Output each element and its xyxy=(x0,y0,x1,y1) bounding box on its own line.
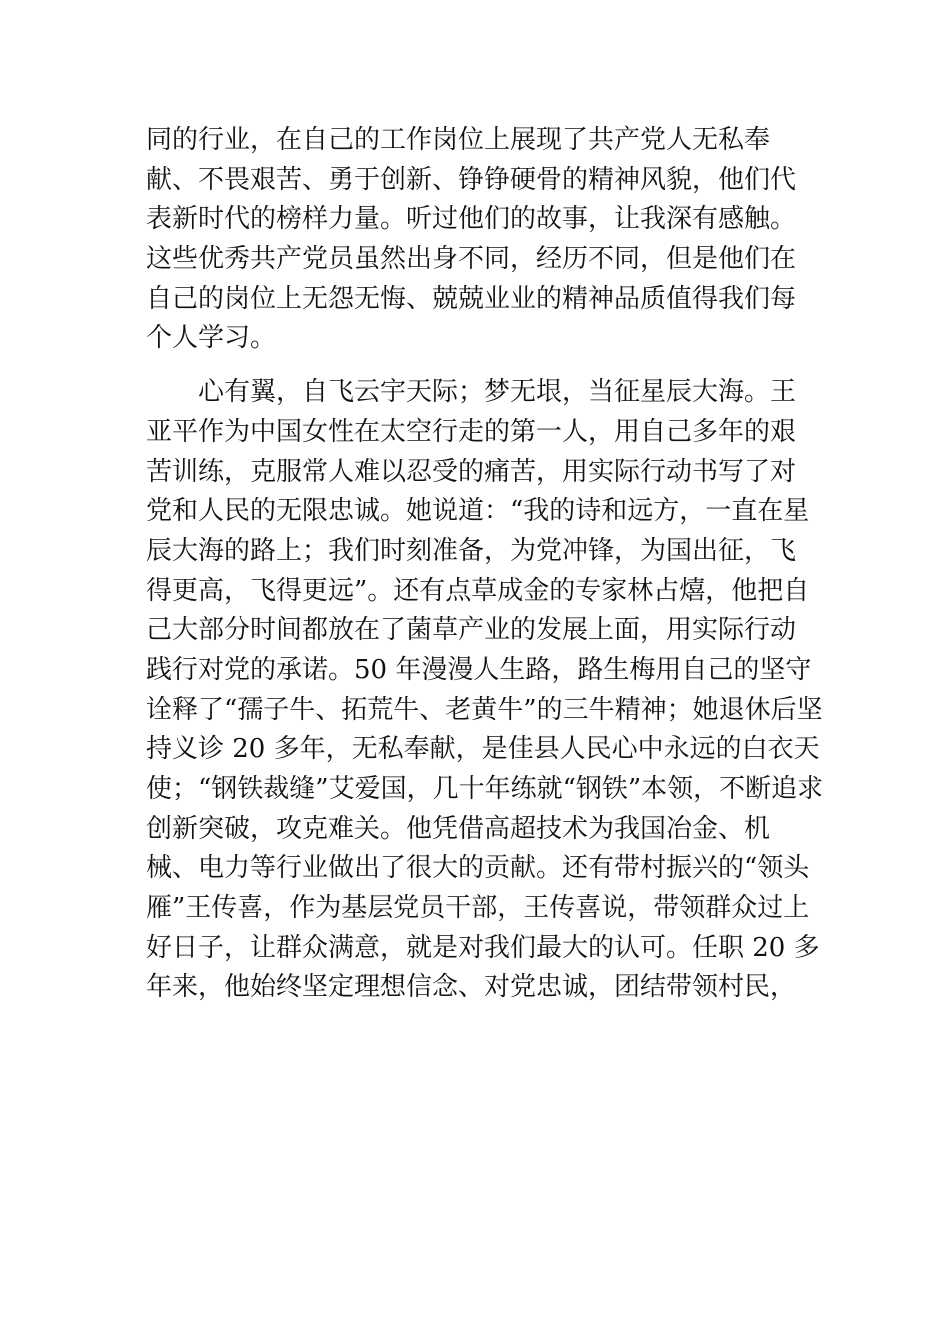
text-line: 雁”王传喜，作为基层党员干部，王传喜说，带领群众过上 xyxy=(146,893,810,924)
paragraph-2 xyxy=(146,373,826,1008)
text-line: 个人学习。 xyxy=(146,323,277,354)
text-line: 械、电力等行业做出了很大的贡献。还有带村振兴的“领头 xyxy=(146,853,810,884)
text-line: 自己的岗位上无怨无悔、兢兢业业的精神品质值得我们每 xyxy=(146,283,797,314)
text-line: 同的行业，在自己的工作岗位上展现了共产党人无私奉 xyxy=(146,125,771,155)
text-line: 使；“钢铁裁缝”艾爱国，几十年练就“钢铁”本领，不断追求 xyxy=(146,774,824,804)
text-line: 年来，他始终坚定理想信念、对党忠诚，团结带领村民， xyxy=(146,972,797,1003)
text-line: 创新突破，攻克难关。他凭借高超技术为我国冶金、机 xyxy=(146,813,771,844)
text-line: 苦训练，克服常人难以忍受的痛苦，用实际行动书写了对 xyxy=(146,456,797,487)
text-line: 好日子，让群众满意，就是对我们最大的认可。任职 20 多 xyxy=(146,932,820,963)
text-line: 表新时代的榜样力量。听过他们的故事，让我深有感触。 xyxy=(146,204,797,235)
text-line: 党和人民的无限忠诚。她说道：“我的诗和远方，一直在星 xyxy=(146,496,810,527)
text-line: 辰大海的路上；我们时刻准备，为党冲锋，为国出征，飞 xyxy=(146,535,797,566)
text-line: 亚平作为中国女性在太空行走的第一人，用自己多年的艰 xyxy=(146,416,797,447)
document-body xyxy=(146,121,826,1008)
text-line: 践行对党的承诺。50 年漫漫人生路，路生梅用自己的坚守 xyxy=(146,654,812,685)
text-line: 献、不畏艰苦、勇于创新、铮铮硬骨的精神风貌，他们代 xyxy=(146,164,797,195)
text-line: 得更高，飞得更远”。还有点草成金的专家林占熺，他把自 xyxy=(146,575,810,606)
text-line: 己大部分时间都放在了菌草产业的发展上面，用实际行动 xyxy=(146,615,797,646)
paragraph-1 xyxy=(146,121,826,359)
paragraph-gap xyxy=(146,359,826,373)
text-line: 诠释了“孺子牛、拓荒牛、老黄牛”的三牛精神；她退休后坚 xyxy=(146,694,823,725)
text-line: 这些优秀共产党员虽然出身不同，经历不同，但是他们在 xyxy=(146,244,797,275)
text-line: 持义诊 20 多年，无私奉献，是佳县人民心中永远的白衣天 xyxy=(146,734,820,765)
text-line: 心有翼，自飞云宇天际；梦无垠，当征星辰大海。王 xyxy=(146,377,797,408)
